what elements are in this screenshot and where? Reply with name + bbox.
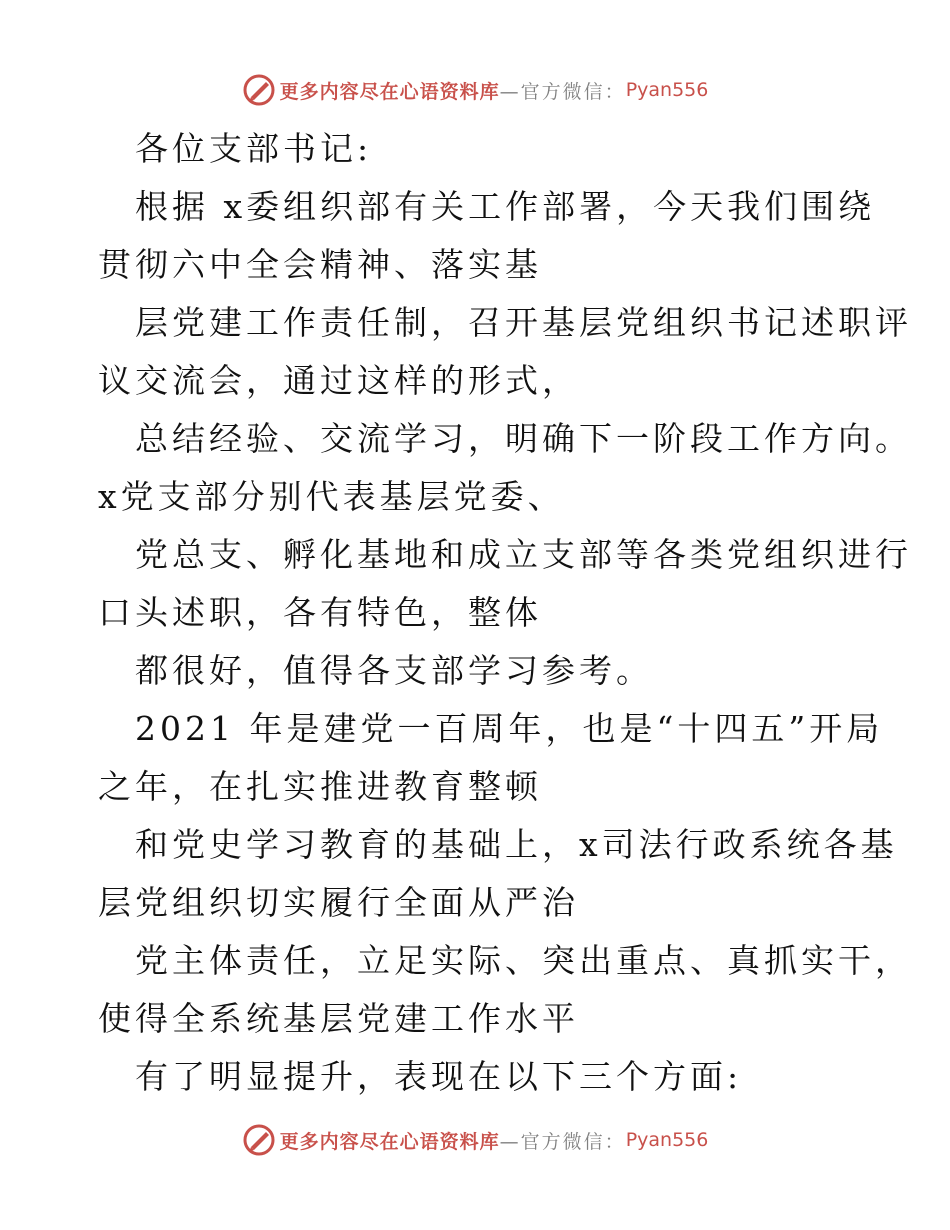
text-line-1: 各位支部书记: [135,129,373,168]
text-line-2: 根据 x委组织部有关工作部署，今天我们围绕 [135,187,876,226]
watermark-header [0,70,950,110]
watermark-brand: 更多内容尽在心语资料库 [279,1130,500,1153]
text-line-7: x党支部分别代表基层党委、 [98,477,565,516]
text-line-9: 口头述职，各有特色，整体 [98,593,542,632]
text-line-6: 总结经验、交流学习，明确下一阶段工作方向。 [135,419,912,458]
quill-seal-logo-icon [242,1123,276,1157]
text-line-10: 都很好，值得各支部学习参考。 [135,651,653,690]
text-line-11: 2021 年是建党一百周年，也是“十四五”开局 [135,709,884,748]
text-line-3: 贯彻六中全会精神、落实基 [98,245,542,284]
watermark-brand: 更多内容尽在心语资料库 [279,80,500,103]
watermark-wechat-id: Pyan556 [625,1129,709,1151]
watermark-footer [0,1120,950,1160]
watermark-separator: —官方微信： [499,80,626,103]
text-line-15: 党主体责任，立足实际、突出重点、真抓实干， [135,941,912,980]
quill-seal-logo-icon [242,73,276,107]
text-line-13: 和党史学习教育的基础上，x司法行政系统各基 [135,825,898,864]
text-line-12: 之年，在扎实推进教育整顿 [98,767,542,806]
text-line-17: 有了明显提升，表现在以下三个方面: [135,1057,743,1096]
watermark-wechat-id: Pyan556 [625,79,709,101]
text-line-4: 层党建工作责任制，召开基层党组织书记述职评 [135,303,912,342]
text-line-5: 议交流会，通过这样的形式， [98,361,579,400]
text-line-14: 层党组织切实履行全面从严治 [98,883,579,922]
text-line-16: 使得全系统基层党建工作水平 [98,999,579,1038]
text-line-8: 党总支、孵化基地和成立支部等各类党组织进行 [135,535,912,574]
watermark-separator: —官方微信： [499,1130,626,1153]
